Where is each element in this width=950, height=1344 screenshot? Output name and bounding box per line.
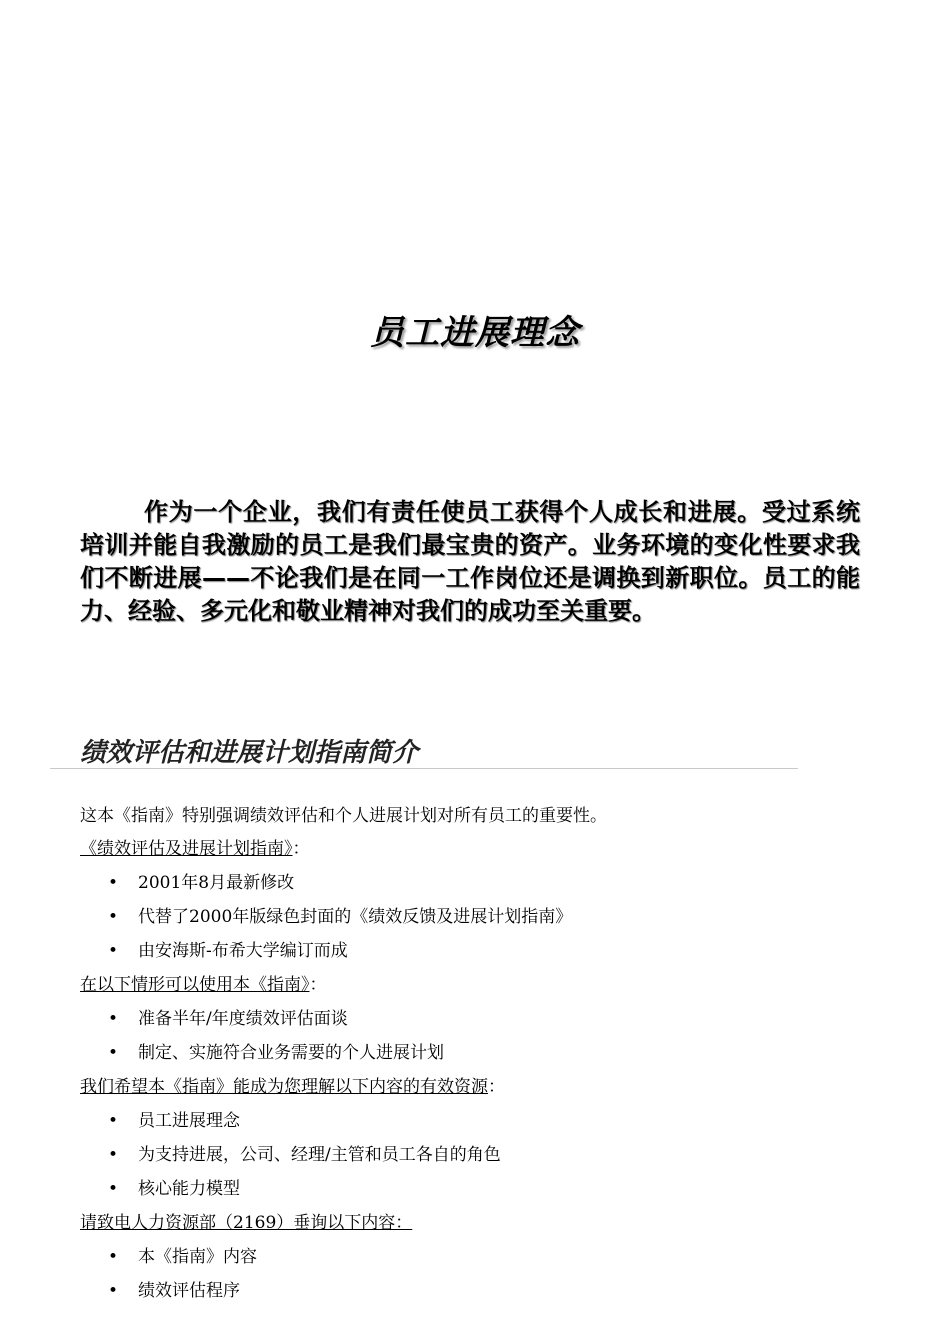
heading-divider: [50, 768, 798, 769]
list-item-text: 本《指南》内容: [138, 1247, 257, 1267]
section-label: 请致电人力资源部（2169）垂询以下内容：: [80, 1213, 413, 1233]
bullet-icon: •: [108, 1043, 119, 1063]
list-item: [80, 1036, 880, 1070]
list-item-text: 准备半年/年度绩效评估面谈: [138, 1009, 348, 1029]
bullet-icon: •: [108, 941, 119, 961]
list-item: [80, 1172, 880, 1206]
bullet-icon: •: [108, 1247, 119, 1267]
page-title: 员工进展理念: [370, 313, 580, 353]
list-item: [80, 900, 880, 934]
intro-body: [80, 800, 880, 1308]
section-label-row: [80, 832, 880, 866]
list-item: [80, 1002, 880, 1036]
bullet-icon: •: [108, 1145, 119, 1165]
list-item-text: 为支持进展，公司、经理/主管和员工各自的角色: [138, 1145, 501, 1165]
list-item: [80, 1240, 880, 1274]
list-item: [80, 866, 880, 900]
list-item: [80, 1274, 880, 1308]
bullet-icon: •: [108, 1009, 119, 1029]
section-colon: ：: [488, 1077, 505, 1097]
list-item: [80, 1138, 880, 1172]
bullet-icon: •: [108, 907, 119, 927]
section-label-row: [80, 968, 880, 1002]
section-heading: 绩效评估和进展计划指南简介: [80, 738, 419, 768]
mission-statement: 作为一个企业，我们有责任使员工获得个人成长和进展。受过系统培训并能自我激励的员工是我们最宝贵的资产。业务环境的变化性要求我们不断进展——不论我们是在同一工作岗位还是调换到新职位。员工的能力、经验、多元化和敬业精神对我们的成功至关重要。: [80, 498, 860, 625]
list-item-text: 代替了2000年版绿色封面的《绩效反馈及进展计划指南》: [138, 907, 573, 927]
list-item-text: 制定、实施符合业务需要的个人进展计划: [138, 1043, 444, 1063]
list-item-text: 由安海斯-布希大学编订而成: [138, 941, 348, 961]
list-item: [80, 1104, 880, 1138]
intro-first-line: 这本《指南》特别强调绩效评估和个人进展计划对所有员工的重要性。: [80, 806, 607, 826]
list-item-text: 核心能力模型: [138, 1179, 240, 1199]
section-label-row: [80, 1206, 880, 1240]
section-colon: ：: [309, 975, 327, 995]
section-label: 在以下情形可以使用本《指南》: [80, 975, 310, 995]
list-item-text: 员工进展理念: [138, 1111, 240, 1131]
list-item: [80, 934, 880, 968]
list-item-text: 绩效评估程序: [138, 1281, 240, 1301]
list-item-text: 2001年8月最新修改: [138, 873, 295, 893]
section-label: 《绩效评估及进展计划指南》: [80, 839, 293, 859]
section-label-row: [80, 1070, 880, 1104]
section-label: 我们希望本《指南》能成为您理解以下内容的有效资源: [80, 1077, 488, 1097]
bullet-icon: •: [108, 1179, 119, 1199]
bullet-icon: •: [108, 1281, 119, 1301]
section-colon: ：: [292, 839, 310, 859]
bullet-icon: •: [108, 1111, 119, 1131]
bullet-icon: •: [108, 873, 119, 893]
